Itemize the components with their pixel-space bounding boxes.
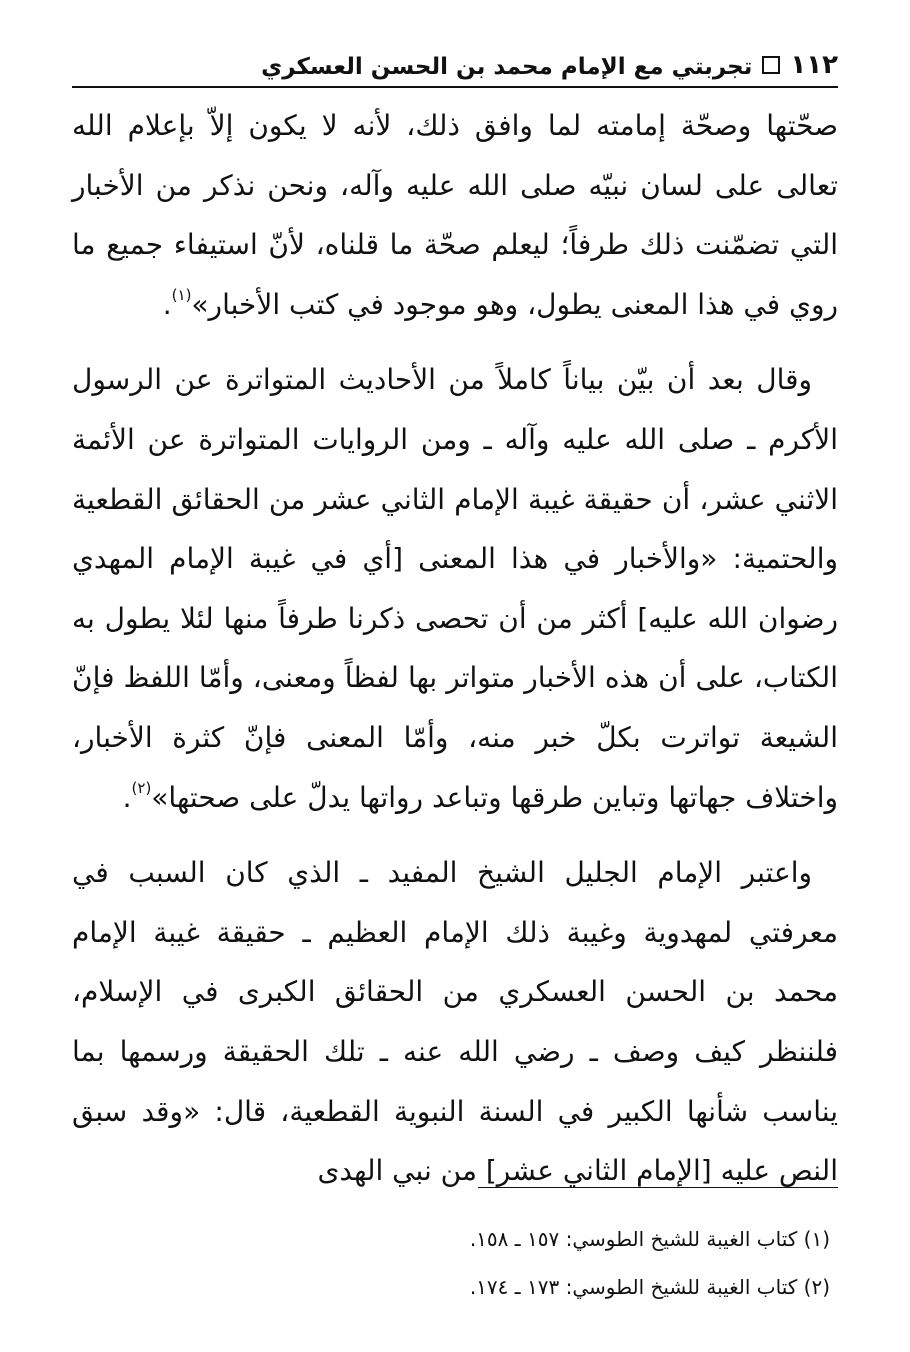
page-number: ١١٢ bbox=[790, 50, 838, 80]
footnote-ref: (١) bbox=[171, 285, 192, 304]
footnote-1: (١) كتاب الغيبة للشيخ الطوسي: ١٥٧ ـ ١٥٨. bbox=[469, 1227, 830, 1251]
main-text bbox=[72, 96, 838, 1201]
paragraph-text: صحّتها وصحّة إمامته لما وافق ذلك، لأنه لا يكون إلاّ بإعلام الله تعالى على لسان نبيّه صلى الله عليه وآله، ونحن نذكر من الأخبار التي تضمّنت ذلك طرفاً؛ ليعلم صحّة ما قلناه، لأنّ استيفاء جميع ما روي في هذا المعنى يطول، وهو موجود في كتب الأخبار» bbox=[72, 109, 838, 321]
footnote-2: (٢) كتاب الغيبة للشيخ الطوسي: ١٧٣ ـ ١٧٤. bbox=[469, 1275, 830, 1299]
footnote-ref: (٢) bbox=[131, 778, 152, 797]
running-title: تجربتي مع الإمام محمد بن الحسن العسكري bbox=[261, 54, 753, 80]
paragraph-3 bbox=[72, 843, 838, 1201]
paragraph-2 bbox=[72, 350, 838, 827]
paragraph-text: وقال بعد أن بيّن بياناً كاملاً من الأحاديث المتواترة عن الرسول الأكرم ـ صلى الله عليه وآله ـ ومن الروايات المتواترة عن الأئمة الاثني عشر، أن حقيقة غيبة الإمام الثاني عشر من الحقائق القطعية والحتمية: «والأخبار في هذا المعنى [أي في غيبة الإمام المهدي رضوان الله عليه] أكثر من أن تحصى ذكرنا طرفاً منها لئلا يطول به الكتاب، على أن هذه الأخبار متواتر بها لفظاً ومعنى، وأمّا اللفظ فإنّ الشيعة تواترت بكلّ خبر منه، وأمّا المعنى فإنّ كثرة الأخبار، واختلاف جهاتها وتباين طرقها وتباعد رواتها يدلّ على صحتها» bbox=[72, 363, 838, 814]
paragraph-1 bbox=[72, 96, 838, 334]
page-header bbox=[72, 42, 838, 88]
paragraph-text: واعتبر الإمام الجليل الشيخ المفيد ـ الذي كان السبب في معرفتي لمهدوية وغيبة ذلك الإمام العظيم ـ حقيقة غيبة الإمام محمد بن الحسن العسكري من الحقائق الكبرى في الإسلام، فلننظر كيف وصف ـ رضي الله عنه ـ تلك الحقيقة ورسمها بما يناسب شأنها الكبير في السنة النبوية القطعية، قال: «وقد سبق النص عليه [الإمام الثاني عشر] من نبي الهدى bbox=[72, 856, 838, 1188]
square-bullet-icon bbox=[762, 56, 780, 74]
paragraph-text: . bbox=[122, 780, 132, 814]
book-page bbox=[72, 0, 838, 1352]
footnote-divider bbox=[478, 1187, 838, 1188]
paragraph-text: . bbox=[162, 287, 172, 321]
footnotes bbox=[72, 1215, 830, 1311]
